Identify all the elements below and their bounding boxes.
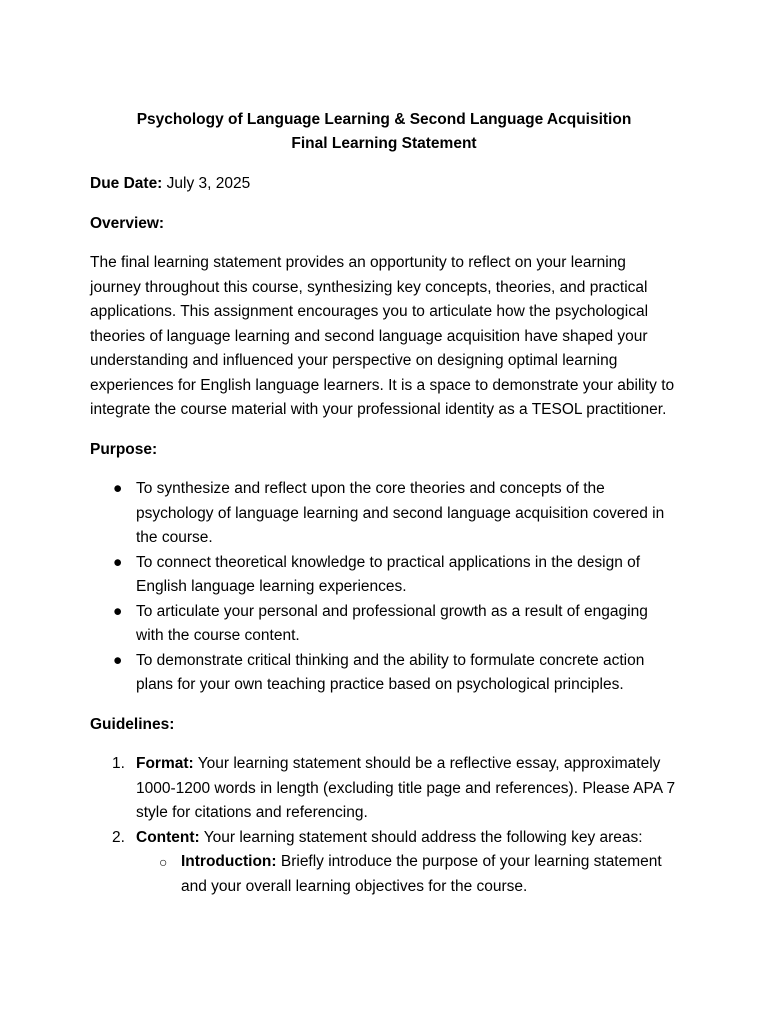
list-item — [90, 600, 678, 649]
bullet-icon: ● — [113, 602, 123, 620]
guideline-label: Content: — [136, 828, 200, 846]
list-item — [90, 649, 678, 698]
sub-item-text: Briefly introduce the purpose of your learning statement and your overall learning objectives for the course. — [181, 853, 662, 895]
sub-item-label: Introduction: — [181, 853, 277, 870]
list-item — [90, 477, 678, 551]
due-date-label: Due Date: — [90, 175, 163, 192]
bullet-icon: ● — [113, 651, 123, 669]
purpose-item-text: To articulate your personal and professional growth as a result of engaging with the course content. — [136, 602, 648, 644]
guidelines-list — [90, 752, 678, 899]
list-item — [90, 826, 678, 900]
document-title — [90, 108, 678, 156]
overview-heading: Overview: — [90, 214, 165, 232]
due-date — [90, 172, 678, 197]
title-line-2: Final Learning Statement — [291, 135, 477, 152]
hollow-bullet-icon: ○ — [159, 854, 168, 870]
list-item — [136, 850, 678, 899]
guideline-text: Your learning statement should be a reflective essay, approximately 1000-1200 words in length (excluding title page and references). Please APA 7 style for citations and referencing. — [136, 755, 676, 821]
content-sublist — [136, 850, 678, 899]
bullet-icon: ● — [113, 480, 123, 497]
list-item — [90, 551, 678, 600]
due-date-value: July 3, 2025 — [166, 175, 251, 192]
purpose-item-text: To connect theoretical knowledge to practical applications in the design of English language learning experiences. — [136, 553, 641, 595]
guidelines-heading: Guidelines: — [90, 715, 175, 733]
list-number: 1. — [112, 755, 125, 772]
list-number: 2. — [112, 828, 125, 846]
overview-text: The final learning statement provides an opportunity to reflect on your learning journey throughout this course, synthesizing key concepts, theories, and practical applications. This assignment encourages you to articulate how the psychological theories of language learning and second language acquisition have shaped your understanding and influenced your perspective on designing optimal learning experiences for English language learners. It is a space to demonstrate your ability to integrate the course material with your professional identity as a TESOL practitioner. — [90, 254, 675, 418]
purpose-item-text: To synthesize and reflect upon the core theories and concepts of the psychology of language learning and second language acquisition covered in the course. — [136, 480, 665, 546]
purpose-list — [90, 477, 678, 698]
guideline-label: Format: — [136, 755, 194, 772]
bullet-icon: ● — [113, 553, 123, 571]
guideline-text: Your learning statement should address the following key areas: — [199, 828, 643, 846]
purpose-item-text: To demonstrate critical thinking and the ability to formulate concrete action plans for your own teaching practice based on psychological principles. — [136, 651, 645, 693]
list-item — [90, 752, 678, 826]
purpose-heading: Purpose: — [90, 440, 158, 458]
title-line-1: Psychology of Language Learning & Second Language Acquisition — [136, 111, 632, 128]
